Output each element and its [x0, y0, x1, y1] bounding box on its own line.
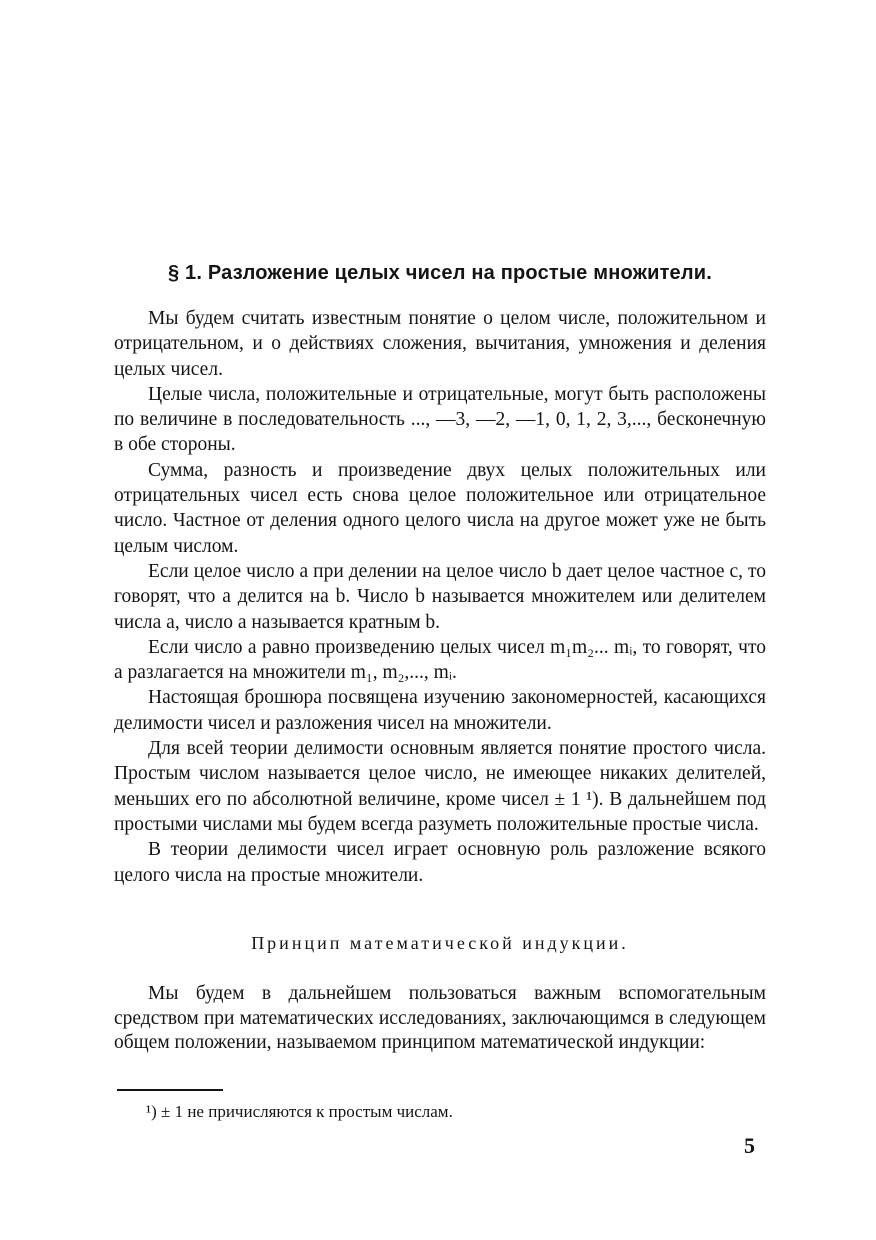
paragraph-2: Целые числа, положительные и отрицательные, могут быть расположены по величине в последовательность ..., —3, —2, —1, 0, 1, 2, 3,..., бесконечную в обе стороны. [114, 383, 766, 456]
section-heading: § 1. Разложение целых чисел на простые множители. [167, 262, 713, 284]
footnote: ¹) ± 1 не причисляются к простым числам. [146, 1102, 453, 1121]
paragraph-7: Для всей теории делимости основным является понятие простого числа. Простым числом называется целое число, не имеющее никаких делителей, меньших его по абсолютной величине, кроме чисел ± 1 ¹). В дальнейшем под простыми числами мы будем всегда разуметь положительные простые числа. [114, 738, 766, 835]
paragraph-3: Сумма, разность и произведение двух целых положительных или отрицательных чисел есть снова целое положительное или отрицательное число. Частное от деления одного целого числа на другое может уже не быть целым числом. [114, 459, 766, 557]
main-text [114, 306, 766, 888]
paragraph-6: Настоящая брошюра посвящена изучению закономерностей, касающихся делимости чисел и разложения чисел на множители. [114, 687, 766, 734]
footnote-divider [117, 1089, 223, 1091]
paragraph-1: Мы будем считать известным понятие о целом числе, положительном и отрицательном, и о действиях сложения, вычитания, умножения и деления целых чисел. [114, 308, 766, 380]
paragraph-8: В теории делимости чисел играет основную роль разложение всякого целого числа на простые множители. [114, 839, 766, 886]
induction-paragraph: Мы будем в дальнейшем пользоваться важным вспомогательным средством при математических исследованиях, заключающимся в следующем общем положении, называемом принципом математической индукции: [114, 983, 766, 1053]
page-number: 5 [744, 1133, 755, 1158]
paragraph-5: Если число a равно произведению целых чисел m₁m₂... mᵢ, то говорят, что a разлагается на множители m₁, m₂,..., mᵢ. [114, 636, 766, 684]
paragraph-4: Если целое число a при делении на целое число b дает целое частное c, то говорят, что a делится на b. Число b называется множителем или делителем числа a, число a называется кратным b. [114, 560, 766, 633]
subsection-heading: Принцип математической индукции. [251, 933, 629, 953]
